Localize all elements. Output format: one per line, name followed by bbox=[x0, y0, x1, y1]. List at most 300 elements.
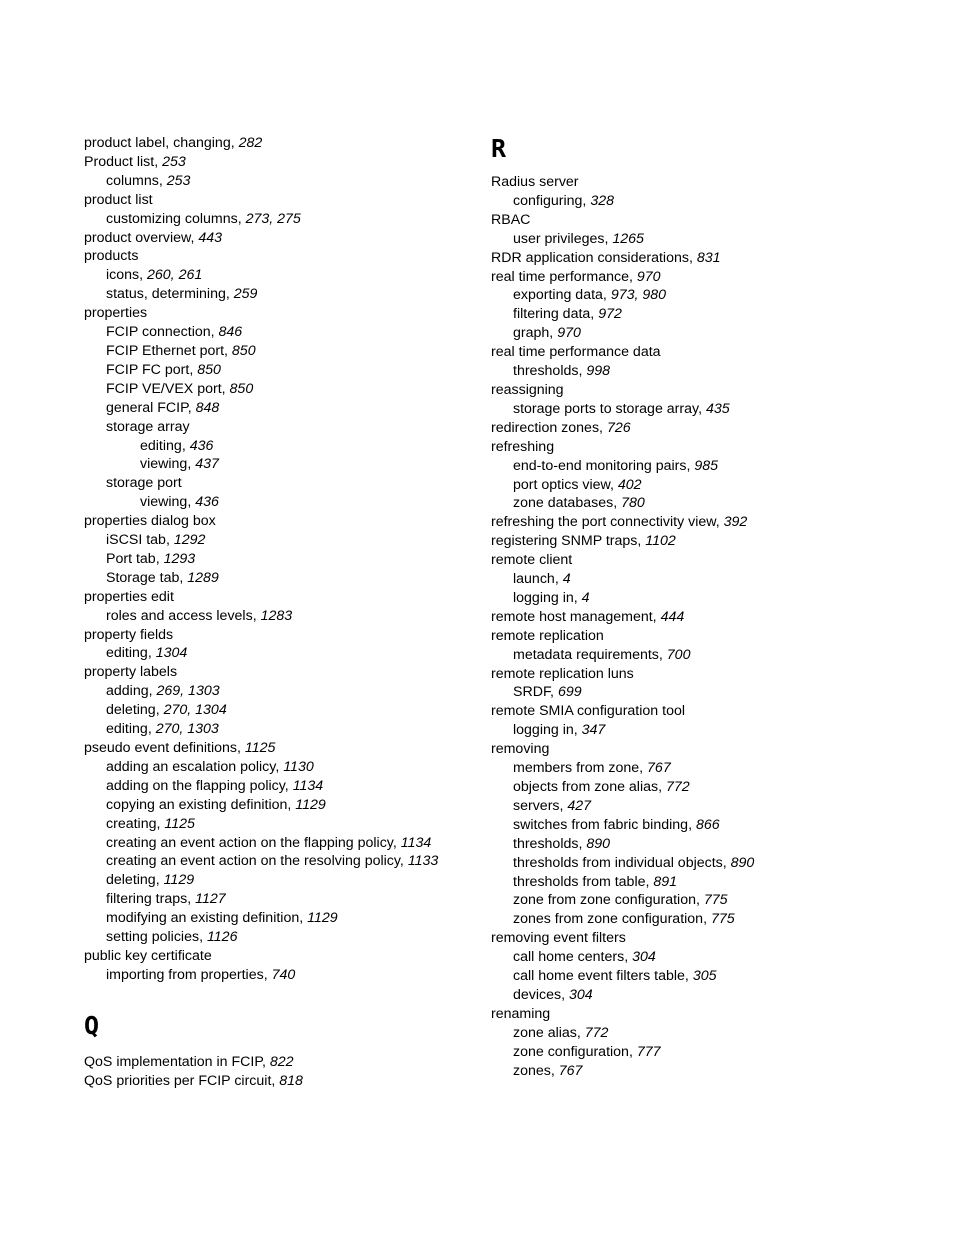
index-entry-viewing bbox=[84, 455, 484, 474]
index-term: general FCIP bbox=[106, 399, 188, 416]
separator: , bbox=[703, 911, 711, 928]
separator: , bbox=[610, 476, 618, 493]
page-reference[interactable]: 1129 bbox=[295, 796, 326, 813]
index-term: product overview bbox=[84, 229, 191, 246]
page-reference[interactable]: 392 bbox=[723, 514, 748, 531]
index-entry-srdf bbox=[491, 683, 891, 702]
separator: , bbox=[573, 722, 582, 739]
page-reference[interactable]: 767 bbox=[558, 1062, 583, 1079]
page-reference[interactable]: 850 bbox=[229, 380, 254, 397]
index-entry-columns bbox=[84, 172, 484, 191]
page-reference[interactable]: 890 bbox=[730, 854, 755, 871]
separator: , bbox=[148, 683, 157, 700]
separator: , bbox=[658, 646, 667, 663]
separator: , bbox=[187, 494, 196, 511]
index-term: customizing columns bbox=[106, 210, 238, 227]
index-entry-launch bbox=[491, 570, 891, 589]
index-term: remote SMIA configuration tool bbox=[491, 703, 685, 720]
index-entry-general-fcip bbox=[84, 399, 484, 418]
page-reference[interactable]: 1102 bbox=[645, 533, 676, 550]
separator: , bbox=[237, 740, 245, 756]
separator: , bbox=[688, 816, 696, 833]
separator: , bbox=[156, 815, 165, 832]
index-term: adding bbox=[106, 683, 149, 700]
index-term: product list bbox=[84, 191, 153, 208]
index-term: adding on the flapping policy bbox=[106, 777, 285, 794]
index-entry-creating bbox=[84, 815, 484, 834]
index-entry-fcip-ve-vex-port bbox=[84, 380, 484, 399]
page-reference[interactable]: 850 bbox=[231, 342, 256, 359]
index-term: user privileges bbox=[513, 230, 605, 247]
page-reference[interactable]: 831 bbox=[696, 249, 721, 266]
index-term: status, determining bbox=[106, 286, 226, 303]
page-reference[interactable]: 437 bbox=[195, 456, 219, 473]
index-term: creating an event action on the flapping policy bbox=[106, 834, 393, 851]
index-entry-modifying-an-existing-definition bbox=[84, 909, 484, 928]
index-term: servers bbox=[513, 797, 560, 814]
index-term: removing bbox=[491, 741, 550, 758]
index-term: RBAC bbox=[491, 211, 531, 228]
separator: , bbox=[210, 324, 219, 341]
page-reference[interactable]: 402 bbox=[617, 476, 642, 493]
separator: , bbox=[578, 835, 587, 852]
index-entry-graph bbox=[491, 324, 891, 343]
separator: , bbox=[225, 286, 234, 303]
page-reference[interactable]: 427 bbox=[567, 797, 592, 814]
page-reference[interactable]: 818 bbox=[279, 1072, 303, 1089]
page-reference[interactable]: 436 bbox=[195, 494, 219, 511]
page-reference[interactable]: 4 bbox=[581, 589, 590, 606]
index-column-left bbox=[84, 134, 484, 1091]
page-reference[interactable]: 772 bbox=[666, 779, 690, 795]
index-term: product label, changing bbox=[84, 135, 231, 151]
page-reference[interactable]: 740 bbox=[271, 966, 296, 983]
separator: , bbox=[275, 758, 284, 775]
index-entry-end-to-end-monitoring-pairs bbox=[491, 457, 891, 476]
index-entry-product-list bbox=[84, 153, 484, 172]
separator: , bbox=[190, 229, 199, 246]
section-letter-r: R bbox=[491, 134, 507, 163]
index-entry-storage-tab bbox=[84, 569, 484, 588]
index-term: launch bbox=[513, 571, 555, 588]
index-term: property labels bbox=[84, 664, 178, 681]
page-reference[interactable]: 777 bbox=[636, 1043, 661, 1060]
index-entry-remote-host-management bbox=[491, 608, 891, 627]
page-reference[interactable]: 443 bbox=[198, 229, 223, 246]
page-reference[interactable]: 259 bbox=[233, 286, 258, 303]
index-term: creating an event action on the resolving policy bbox=[106, 853, 400, 870]
index-entry-logging-in bbox=[491, 721, 891, 740]
index-entry-storage-port bbox=[84, 474, 484, 493]
page-reference[interactable]: 775 bbox=[703, 892, 728, 909]
index-entry-user-privileges bbox=[491, 230, 891, 249]
index-entry-thresholds-from-individual-objects bbox=[491, 854, 891, 873]
index-term: storage array bbox=[106, 418, 190, 435]
index-entry-redirection-zones bbox=[491, 419, 891, 438]
index-term: thresholds bbox=[513, 835, 579, 852]
index-entry-editing bbox=[84, 720, 484, 739]
index-term: copying an existing definition bbox=[106, 796, 288, 813]
page-reference[interactable]: 1292 bbox=[173, 532, 206, 549]
separator: , bbox=[392, 834, 401, 851]
index-entry-remote-client bbox=[491, 551, 891, 570]
index-term: logging in bbox=[513, 722, 574, 739]
index-term: remote replication luns bbox=[491, 665, 634, 682]
separator: , bbox=[252, 607, 261, 624]
index-entry-public-key-certificate bbox=[84, 947, 484, 966]
index-term: properties dialog box bbox=[84, 513, 216, 530]
separator: , bbox=[287, 796, 296, 813]
separator: , bbox=[652, 608, 661, 625]
index-term: real time performance data bbox=[491, 344, 661, 361]
index-term: modifying an existing definition bbox=[106, 910, 300, 927]
index-term: zone from zone configuration bbox=[513, 892, 696, 909]
page-reference[interactable]: 436 bbox=[189, 437, 214, 454]
index-term: switches from fabric binding bbox=[513, 816, 689, 833]
page-reference[interactable]: 1283 bbox=[260, 607, 293, 624]
index-entry-devices bbox=[491, 986, 891, 1005]
index-term: FCIP connection bbox=[106, 324, 211, 341]
separator: , bbox=[628, 1043, 637, 1060]
index-term: pseudo event definitions bbox=[84, 740, 238, 756]
index-term: RDR application considerations bbox=[491, 249, 689, 266]
page-reference[interactable]: 1265 bbox=[612, 230, 644, 247]
page-reference[interactable]: 304 bbox=[569, 986, 593, 1003]
index-entry-zones bbox=[491, 1062, 891, 1081]
index-entry-viewing bbox=[84, 493, 484, 512]
index-entry-remote-replication bbox=[491, 627, 891, 646]
index-entry-creating-an-event-action-on-the-flapping-policy bbox=[84, 834, 484, 853]
page-reference[interactable]: 260, 261 bbox=[147, 267, 203, 284]
separator: , bbox=[578, 363, 587, 380]
index-term: port optics view bbox=[513, 476, 610, 493]
separator: , bbox=[613, 495, 622, 512]
index-term: call home centers bbox=[513, 949, 625, 966]
page-reference[interactable]: 4 bbox=[562, 571, 571, 588]
page-reference[interactable]: 269, 1303 bbox=[156, 683, 220, 700]
page-reference[interactable]: 444 bbox=[660, 608, 685, 625]
index-term: redirection zones bbox=[491, 419, 600, 436]
index-entry-product-overview bbox=[84, 229, 484, 248]
page-reference[interactable]: 767 bbox=[647, 760, 671, 777]
page-reference[interactable]: 970 bbox=[636, 268, 661, 285]
index-entry-registering-snmp-traps bbox=[491, 532, 891, 551]
separator: , bbox=[299, 910, 308, 927]
index-term: Radius server bbox=[491, 174, 579, 190]
index-entry-logging-in bbox=[491, 589, 891, 608]
separator: , bbox=[158, 172, 167, 189]
separator: , bbox=[639, 760, 648, 777]
separator: , bbox=[199, 929, 207, 946]
index-entry-property-labels bbox=[84, 663, 484, 682]
page-reference[interactable]: 780 bbox=[621, 495, 645, 512]
index-term: zones bbox=[513, 1062, 551, 1079]
index-term: creating bbox=[106, 815, 157, 832]
index-entry-zone-configuration bbox=[491, 1043, 891, 1062]
index-entry-fcip-connection bbox=[84, 323, 484, 342]
index-entry-customizing-columns bbox=[84, 210, 484, 229]
index-term: public key certificate bbox=[84, 947, 212, 964]
index-entry-rdr-application-considerations bbox=[491, 249, 891, 268]
separator: , bbox=[561, 986, 569, 1003]
page-reference[interactable]: 1134 bbox=[400, 834, 432, 851]
index-term: viewing bbox=[140, 456, 188, 473]
index-term: filtering data bbox=[513, 306, 591, 323]
page-reference[interactable]: 700 bbox=[666, 646, 691, 663]
separator: , bbox=[604, 230, 613, 247]
index-term: real time performance bbox=[491, 268, 629, 285]
separator: , bbox=[224, 342, 232, 359]
index-entry-members-from-zone bbox=[491, 759, 891, 778]
index-entry-icons bbox=[84, 266, 484, 285]
separator: , bbox=[284, 777, 293, 794]
index-term: graph bbox=[513, 325, 550, 342]
separator: , bbox=[187, 456, 196, 473]
separator: , bbox=[629, 268, 637, 285]
index-term: columns bbox=[106, 172, 159, 189]
index-entry-exporting-data bbox=[491, 286, 891, 305]
index-entry-adding bbox=[84, 682, 484, 701]
index-term: QoS priorities per FCIP circuit bbox=[84, 1072, 272, 1089]
page-reference[interactable]: 328 bbox=[590, 192, 614, 209]
index-entry-zones-from-zone-configuration bbox=[491, 910, 891, 929]
index-term: remote client bbox=[491, 552, 573, 569]
page-reference[interactable]: 347 bbox=[581, 722, 606, 739]
index-term: removing event filters bbox=[491, 930, 626, 947]
index-term: icons bbox=[106, 267, 140, 284]
index-entry-zone-databases bbox=[491, 494, 891, 513]
index-term: editing bbox=[106, 721, 148, 738]
index-term: configuring bbox=[513, 192, 583, 209]
page-reference[interactable]: 1133 bbox=[407, 853, 439, 870]
index-term: zone configuration bbox=[513, 1043, 629, 1060]
page-reference[interactable]: 282 bbox=[238, 135, 263, 151]
index-term: editing bbox=[106, 645, 148, 662]
index-entry-editing bbox=[84, 437, 484, 456]
page-reference[interactable]: 775 bbox=[710, 911, 735, 928]
separator: , bbox=[147, 645, 156, 662]
index-term: Port tab bbox=[106, 550, 156, 567]
separator: , bbox=[695, 892, 704, 909]
separator: , bbox=[559, 797, 568, 814]
index-term: FCIP Ethernet port bbox=[106, 342, 225, 359]
separator: , bbox=[399, 853, 408, 870]
index-entry-remote-smia-configuration-tool bbox=[491, 702, 891, 721]
index-entry-filtering-data bbox=[491, 305, 891, 324]
index-term: objects from zone alias bbox=[513, 779, 659, 795]
index-entry-remote-replication-luns bbox=[491, 665, 891, 684]
separator: , bbox=[181, 437, 190, 454]
index-entry-products bbox=[84, 247, 484, 266]
index-entry-call-home-centers bbox=[491, 948, 891, 967]
page-reference[interactable]: 253 bbox=[166, 172, 191, 189]
page-reference[interactable]: 1129 bbox=[163, 872, 195, 889]
index-term: call home event filters table bbox=[513, 968, 685, 985]
index-term: zone databases bbox=[513, 495, 614, 512]
separator: , bbox=[686, 457, 695, 474]
separator: , bbox=[582, 192, 591, 209]
separator: , bbox=[554, 571, 563, 588]
index-entry-iscsi-tab bbox=[84, 531, 484, 550]
page-reference[interactable]: 891 bbox=[653, 873, 678, 890]
index-entry-importing-from-properties bbox=[84, 966, 484, 985]
index-term: adding an escalation policy bbox=[106, 758, 276, 775]
index-term: zone alias bbox=[513, 1024, 577, 1041]
page-reference[interactable]: 1304 bbox=[155, 645, 188, 662]
page-reference[interactable]: 304 bbox=[632, 949, 656, 966]
page-reference[interactable]: 850 bbox=[197, 361, 221, 378]
page-reference[interactable]: 726 bbox=[606, 419, 631, 436]
separator: , bbox=[179, 569, 188, 586]
index-term: importing from properties bbox=[106, 966, 264, 983]
index-entry-setting-policies bbox=[84, 928, 484, 947]
index-entry-properties-edit bbox=[84, 588, 484, 607]
index-term: remote replication bbox=[491, 627, 604, 644]
index-term: refreshing the port connectivity view bbox=[491, 514, 716, 531]
page-reference[interactable]: 985 bbox=[694, 457, 719, 474]
separator: , bbox=[230, 135, 239, 151]
index-entry-fcip-fc-port bbox=[84, 361, 484, 380]
index-term: roles and access levels bbox=[106, 607, 253, 624]
index-entry-product-label-changing bbox=[84, 134, 484, 153]
index-term: property fields bbox=[84, 626, 174, 643]
page-reference[interactable]: 846 bbox=[218, 324, 243, 341]
index-term: properties edit bbox=[84, 588, 174, 605]
index-entry-refreshing bbox=[491, 438, 891, 457]
index-entry-pseudo-event-definitions bbox=[84, 739, 484, 758]
index-entry-filtering-traps bbox=[84, 890, 484, 909]
page-reference[interactable]: 998 bbox=[586, 363, 611, 380]
page-reference[interactable]: 270, 1304 bbox=[163, 702, 227, 719]
index-term: members from zone bbox=[513, 760, 640, 777]
page-reference[interactable]: 772 bbox=[584, 1024, 609, 1041]
index-term: deleting bbox=[106, 702, 156, 719]
index-term: QoS implementation in FCIP bbox=[84, 1053, 262, 1070]
separator: , bbox=[155, 702, 164, 719]
separator: , bbox=[155, 550, 164, 567]
page-reference[interactable]: 973, 980 bbox=[610, 287, 667, 304]
separator: , bbox=[155, 872, 164, 889]
index-term: exporting data bbox=[513, 287, 603, 304]
index-entry-servers bbox=[491, 797, 891, 816]
index-entry-reassigning bbox=[491, 381, 891, 400]
index-entry-call-home-event-filters-table bbox=[491, 967, 891, 986]
page-reference[interactable]: 270, 1303 bbox=[155, 721, 219, 738]
separator: , bbox=[576, 1024, 585, 1041]
page-reference[interactable]: 1125 bbox=[244, 740, 276, 756]
index-entry-deleting bbox=[84, 701, 484, 720]
index-term: FCIP FC port bbox=[106, 361, 190, 378]
index-entry-creating-an-event-action-on-the-resolving-policy bbox=[84, 852, 484, 871]
index-term: iSCSI tab bbox=[106, 532, 166, 549]
page-reference[interactable]: 866 bbox=[695, 816, 720, 833]
separator: , bbox=[139, 267, 148, 284]
separator: , bbox=[154, 153, 163, 170]
page-reference[interactable]: 435 bbox=[705, 400, 730, 417]
page-reference[interactable]: 1293 bbox=[163, 550, 196, 567]
index-term: reassigning bbox=[491, 381, 564, 398]
separator: , bbox=[624, 949, 633, 966]
index-term: zones from zone configuration bbox=[513, 911, 704, 928]
page-reference[interactable]: 1129 bbox=[307, 910, 338, 927]
page-reference[interactable]: 1126 bbox=[206, 929, 238, 946]
section-letter-q: Q bbox=[84, 1010, 100, 1040]
page-reference[interactable]: 273, 275 bbox=[245, 210, 301, 227]
index-term: editing bbox=[140, 437, 182, 454]
separator: , bbox=[147, 721, 156, 738]
separator: , bbox=[698, 400, 706, 417]
index-term: renaming bbox=[491, 1005, 551, 1022]
page-reference[interactable]: 1130 bbox=[283, 758, 314, 775]
separator: , bbox=[165, 532, 174, 549]
separator: , bbox=[722, 854, 731, 871]
index-entry-qos-implementation-in-fcip bbox=[84, 1053, 484, 1072]
index-term: registering SNMP traps bbox=[491, 533, 638, 550]
index-entry-radius-server bbox=[491, 173, 891, 192]
index-entry-adding-on-the-flapping-policy bbox=[84, 777, 484, 796]
separator: , bbox=[599, 419, 607, 436]
page-reference[interactable]: 1289 bbox=[187, 569, 219, 586]
index-term: metadata requirements bbox=[513, 646, 659, 663]
index-term: remote host management bbox=[491, 608, 653, 625]
index-entry-fcip-ethernet-port bbox=[84, 342, 484, 361]
index-entry-product-list bbox=[84, 191, 484, 210]
page-reference[interactable]: 970 bbox=[557, 325, 581, 342]
index-term: devices bbox=[513, 986, 562, 1003]
page-reference[interactable]: 305 bbox=[692, 968, 717, 985]
index-term: end-to-end monitoring pairs bbox=[513, 457, 687, 474]
page-reference[interactable]: 972 bbox=[598, 306, 622, 323]
separator: , bbox=[590, 306, 599, 323]
page-reference[interactable]: 1134 bbox=[292, 777, 324, 794]
page-reference[interactable]: 848 bbox=[195, 399, 220, 416]
page-reference[interactable]: 253 bbox=[162, 153, 186, 170]
index-entry-editing bbox=[84, 644, 484, 663]
index-entry-refreshing-the-port-connectivity-view bbox=[491, 513, 891, 532]
index-entry-storage-ports-to-storage-array bbox=[491, 400, 891, 419]
index-entry-adding-an-escalation-policy bbox=[84, 758, 484, 777]
index-entry-switches-from-fabric-binding bbox=[491, 816, 891, 835]
separator: , bbox=[684, 968, 693, 985]
index-entry-port-optics-view bbox=[491, 476, 891, 495]
separator: , bbox=[237, 210, 246, 227]
index-term: Storage tab bbox=[106, 569, 180, 586]
page-reference[interactable]: 1127 bbox=[195, 891, 226, 908]
separator: , bbox=[602, 287, 611, 304]
index-entry-zone-alias bbox=[491, 1024, 891, 1043]
separator: , bbox=[261, 1053, 270, 1070]
separator: , bbox=[645, 873, 654, 890]
index-entry-objects-from-zone-alias bbox=[491, 778, 891, 797]
page-reference[interactable]: 822 bbox=[269, 1053, 294, 1070]
index-entry-port-tab bbox=[84, 550, 484, 569]
index-entry-properties-dialog-box bbox=[84, 512, 484, 531]
separator: , bbox=[688, 249, 697, 266]
separator: , bbox=[549, 325, 558, 342]
separator: , bbox=[187, 399, 196, 416]
page-reference[interactable]: 890 bbox=[586, 835, 611, 852]
index-term: setting policies bbox=[106, 929, 200, 946]
index-term: viewing bbox=[140, 494, 188, 511]
separator: , bbox=[187, 891, 196, 908]
page-reference[interactable]: 699 bbox=[557, 684, 582, 701]
index-term: thresholds bbox=[513, 363, 579, 380]
index-entry-thresholds-from-table bbox=[491, 873, 891, 892]
page-reference[interactable]: 1125 bbox=[164, 815, 195, 832]
index-entry-properties bbox=[84, 304, 484, 323]
index-term: storage ports to storage array bbox=[513, 400, 699, 417]
index-term: filtering traps bbox=[106, 891, 188, 908]
